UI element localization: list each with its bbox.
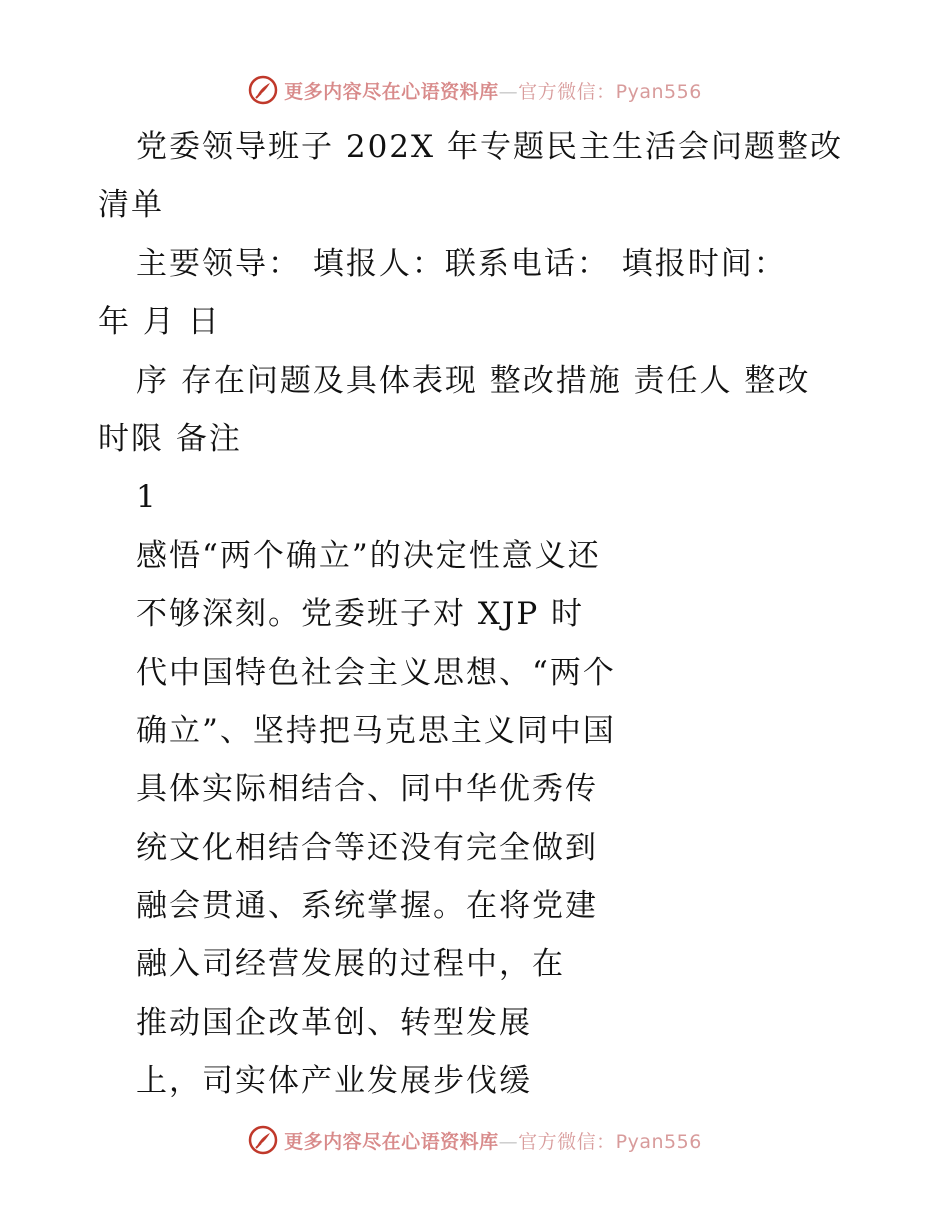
watermark-account: 官方微信：Pyan556 [518, 80, 702, 103]
document-title-line-1: 党委领导班子 202X 年专题民主生活会问题整改 [136, 129, 843, 165]
problem-text-line: 融会贯通、系统掌握。在将党建 [136, 888, 598, 925]
problem-text-line: 不够深刻。党委班子对 XJP 时 [136, 596, 585, 633]
table-header-line-1: 序 存在问题及具体表现 整改措施 责任人 整改 [136, 362, 811, 399]
watermark-account: 官方微信：Pyan556 [518, 1130, 702, 1153]
watermark-separator: — [498, 80, 519, 103]
feather-logo-icon [248, 1125, 278, 1155]
watermark-separator: — [498, 1130, 519, 1153]
problem-text-line: 具体实际相结合、同中华优秀传 [136, 771, 598, 808]
row-number: 1 [136, 479, 158, 516]
problem-text-line: 确立”、坚持把马克思主义同中国 [136, 712, 616, 749]
problem-text-line: 融入司经营发展的过程中，在 [136, 946, 565, 983]
problem-text-line: 推动国企改革创、转型发展 [136, 1004, 532, 1041]
problem-text-line: 代中国特色社会主义思想、“两个 [136, 654, 616, 691]
form-fields-line: 主要领导： 填报人：联系电话： 填报时间： [136, 245, 787, 282]
document-body [98, 118, 858, 1111]
header-watermark [0, 70, 950, 110]
footer-watermark [0, 1120, 950, 1160]
problem-text-line: 统文化相结合等还没有完全做到 [136, 829, 598, 866]
problem-text-line: 感悟“两个确立”的决定性意义还 [136, 537, 601, 574]
table-header-line-2: 时限 备注 [98, 420, 242, 457]
problem-text-line: 上，司实体产业发展步伐缓 [136, 1063, 532, 1100]
watermark-text: 更多内容尽在心语资料库 [284, 1130, 499, 1153]
form-date-line: 年 月 日 [98, 304, 221, 341]
document-title-line-2: 清单 [98, 187, 164, 224]
watermark-text: 更多内容尽在心语资料库 [284, 80, 499, 103]
feather-logo-icon [248, 75, 278, 105]
